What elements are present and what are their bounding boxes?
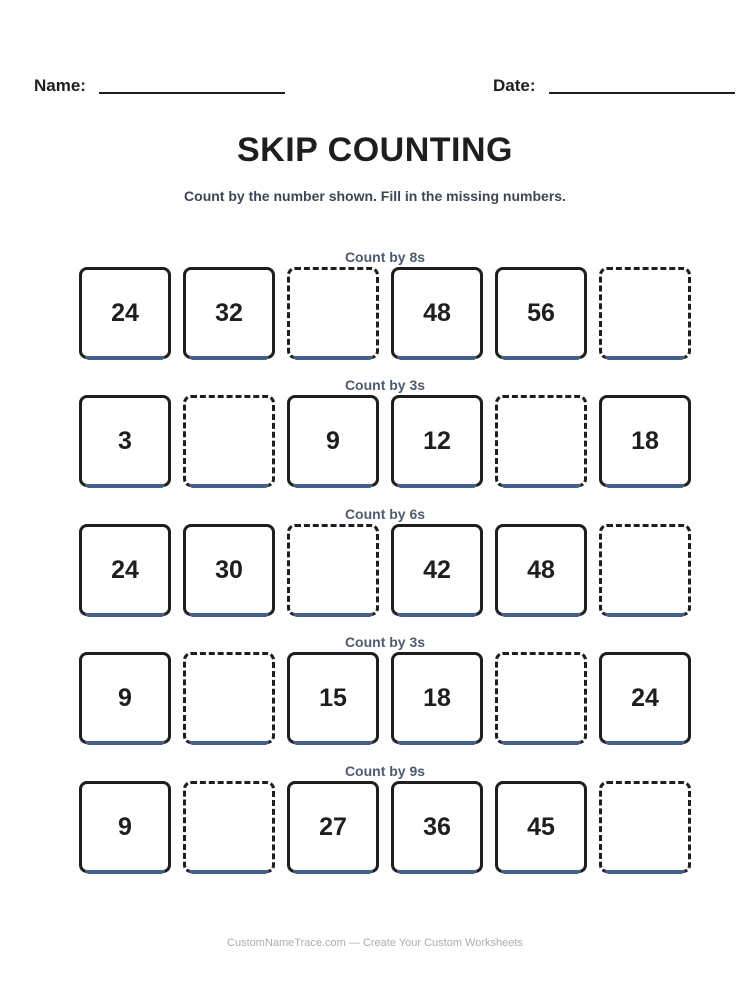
name-write-line[interactable] — [99, 92, 285, 94]
date-label: Date: — [493, 76, 536, 95]
number-box: 42 — [391, 524, 483, 616]
blank-answer-box[interactable] — [183, 652, 275, 744]
number-box: 36 — [391, 781, 483, 873]
blank-answer-box[interactable] — [183, 395, 275, 487]
page-title: SKIP COUNTING — [236, 131, 513, 169]
number-box: 32 — [183, 267, 275, 359]
row-label: Count by 9s — [344, 763, 426, 779]
blank-answer-box[interactable] — [183, 781, 275, 873]
blank-answer-box[interactable] — [495, 652, 587, 744]
date-field — [493, 76, 735, 96]
number-box: 30 — [183, 524, 275, 616]
row-label: Count by 3s — [344, 377, 426, 393]
number-box: 9 — [79, 652, 171, 744]
number-box: 9 — [79, 781, 171, 873]
number-box: 15 — [287, 652, 379, 744]
number-box: 48 — [391, 267, 483, 359]
blank-answer-box[interactable] — [599, 781, 691, 873]
number-box: 45 — [495, 781, 587, 873]
row-label: Count by 6s — [344, 506, 426, 522]
name-label: Name: — [34, 76, 86, 95]
date-write-line[interactable] — [549, 92, 735, 94]
number-box: 56 — [495, 267, 587, 359]
row-label: Count by 8s — [344, 249, 426, 265]
number-boxes — [79, 524, 691, 620]
blank-answer-box[interactable] — [287, 524, 379, 616]
name-date-header — [34, 76, 736, 100]
number-box: 18 — [599, 395, 691, 487]
number-box: 9 — [287, 395, 379, 487]
blank-answer-box[interactable] — [599, 524, 691, 616]
name-field — [34, 76, 285, 96]
instructions: Count by the number shown. Fill in the missing numbers. — [184, 188, 566, 204]
footer-credit: CustomNameTrace.com — Create Your Custom Worksheets — [227, 937, 523, 949]
blank-answer-box[interactable] — [495, 395, 587, 487]
number-box: 3 — [79, 395, 171, 487]
number-boxes — [79, 395, 691, 491]
blank-answer-box[interactable] — [287, 267, 379, 359]
number-box: 24 — [79, 267, 171, 359]
number-boxes — [79, 267, 691, 363]
number-box: 12 — [391, 395, 483, 487]
number-box: 24 — [599, 652, 691, 744]
number-box: 24 — [79, 524, 171, 616]
number-box: 27 — [287, 781, 379, 873]
number-boxes — [79, 781, 691, 877]
row-label: Count by 3s — [344, 634, 426, 650]
number-box: 18 — [391, 652, 483, 744]
blank-answer-box[interactable] — [599, 267, 691, 359]
number-boxes — [79, 652, 691, 748]
number-box: 48 — [495, 524, 587, 616]
